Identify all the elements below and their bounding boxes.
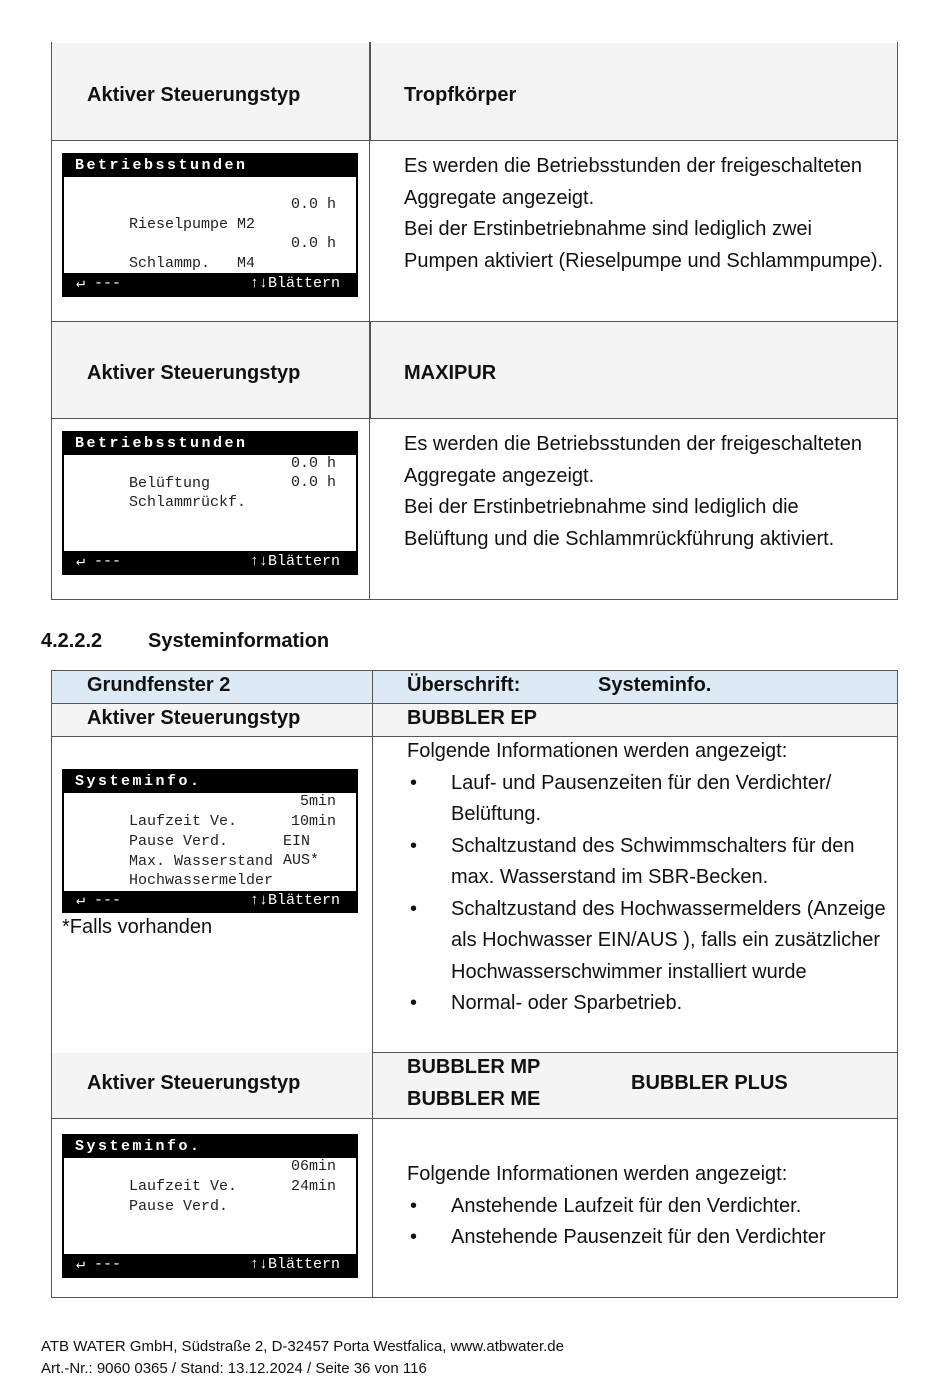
heading-value: Systeminfo. xyxy=(598,674,712,696)
row-divider xyxy=(51,321,898,322)
lcd-row: Pause Verd. 10min xyxy=(129,813,336,850)
row-divider xyxy=(51,703,898,704)
lcd-display-operating-hours xyxy=(62,153,358,297)
info-intro: Folgende Informationen werden angezeigt: xyxy=(407,1163,788,1185)
lcd-scroll-hint: ↑↓Blättern xyxy=(249,1256,340,1273)
description-text: Es werden die Betriebsstunden der freigeschalteten Aggregate angezeigt. Bei der Erstinbetriebnahme sind lediglich zwei Pumpen aktiviert (Rieselpumpe und Schlammpumpe). xyxy=(404,155,884,272)
lcd-row: Max. Wasserstand EIN xyxy=(129,833,311,870)
lcd-display-systeminfo xyxy=(62,1134,358,1278)
list-item: • Anstehende Laufzeit für den Verdichter. xyxy=(407,1191,887,1223)
lcd-scroll-hint: ↑↓Blättern xyxy=(249,553,340,570)
description-text: Es werden die Betriebsstunden der freigeschalteten Aggregate angezeigt. Bei der Erstinbetriebnahme sind lediglich die Belüftung und die Schlammrückführung aktiviert. xyxy=(404,433,863,550)
row-divider xyxy=(51,140,898,141)
lcd-row: Hochwassermelder AUS* xyxy=(129,852,320,889)
lcd-title: Systeminfo. xyxy=(64,1136,356,1158)
control-type-label: Aktiver Steuerungstyp xyxy=(87,362,301,384)
lcd-row: Belüftung 0.0 h xyxy=(129,455,336,492)
control-type-label: Aktiver Steuerungstyp xyxy=(87,1072,301,1094)
column-divider xyxy=(370,321,371,419)
lcd-footer xyxy=(64,551,356,573)
info-list-block xyxy=(407,1159,887,1254)
list-item: • Lauf- und Pausenzeiten für den Verdichter/ Belüftung. xyxy=(407,768,887,831)
lcd-row: Laufzeit Ve. 5min xyxy=(129,793,336,830)
heading-label: Überschrift: xyxy=(407,674,521,696)
control-type-value: MAXIPUR xyxy=(404,362,497,384)
lcd-enter-hint: ↵ --- xyxy=(76,892,122,909)
info-list xyxy=(407,1191,887,1254)
lcd-enter-hint: ↵ --- xyxy=(76,1256,122,1273)
document-info: Art.-Nr.: 9060 0365 / Stand: 13.12.2024 / Seite 36 von 116 xyxy=(41,1360,427,1377)
lcd-row xyxy=(75,871,336,891)
list-item: • Schaltzustand des Schwimmschalters für den max. Wasserstand im SBR-Becken. xyxy=(407,831,887,894)
lcd-row: Laufzeit Ve. 06min xyxy=(129,1158,336,1195)
column-divider xyxy=(372,670,373,1298)
control-type-value: BUBBLER ME xyxy=(407,1088,541,1110)
lcd-title: Betriebsstunden xyxy=(64,155,356,177)
company-address: ATB WATER GmbH, Südstraße 2, D-32457 Porta Westfalica, www.atbwater.de xyxy=(41,1338,564,1355)
footnote-if-present: *Falls vorhanden xyxy=(62,916,213,938)
lcd-footer xyxy=(64,273,356,295)
lcd-row: Schlammrückf. 0.0 h xyxy=(129,474,336,511)
list-item: • Normal- oder Sparbetrieb. xyxy=(407,988,887,1020)
lcd-title: Betriebsstunden xyxy=(64,433,356,455)
section-title: Systeminformation xyxy=(148,630,330,652)
row-divider xyxy=(372,1052,898,1053)
row-divider xyxy=(51,1118,898,1119)
lcd-row: Rieselpumpe M2 0.0 h xyxy=(129,196,336,233)
lcd-row: Schlammp. M4 0.0 h xyxy=(129,235,336,272)
list-item: • Schaltzustand des Hochwassermelders (Anzeige als Hochwasser EIN/AUS ), falls ein zusätzlicher Hochwasserschwimmer installiert wurde xyxy=(407,894,887,989)
info-list xyxy=(407,768,887,1020)
control-type-value: BUBBLER PLUS xyxy=(631,1072,788,1094)
column-divider xyxy=(370,42,371,140)
control-type-value: Tropfkörper xyxy=(404,84,517,106)
lcd-row: Pause Verd. 24min xyxy=(129,1178,336,1215)
row-divider xyxy=(51,418,898,419)
lcd-enter-hint: ↵ --- xyxy=(76,275,122,292)
lcd-display-systeminfo xyxy=(62,769,358,913)
control-type-label: Aktiver Steuerungstyp xyxy=(87,707,301,729)
lcd-scroll-hint: ↑↓Blättern xyxy=(249,892,340,909)
section-number: 4.2.2.2 xyxy=(41,630,103,652)
control-type-value: BUBBLER EP xyxy=(407,707,538,729)
lcd-footer xyxy=(64,1254,356,1276)
lcd-enter-hint: ↵ --- xyxy=(76,553,122,570)
list-item: • Anstehende Pausenzeit für den Verdichter xyxy=(407,1222,887,1254)
base-window-label: Grundfenster 2 xyxy=(87,674,231,696)
lcd-scroll-hint: ↑↓Blättern xyxy=(249,275,340,292)
info-intro: Folgende Informationen werden angezeigt: xyxy=(407,740,788,762)
lcd-footer xyxy=(64,891,356,911)
info-list-block xyxy=(407,736,887,1020)
lcd-display-operating-hours xyxy=(62,431,358,575)
lcd-title: Systeminfo. xyxy=(64,771,356,793)
control-type-value: BUBBLER MP xyxy=(407,1056,541,1078)
control-type-label: Aktiver Steuerungstyp xyxy=(87,84,301,106)
